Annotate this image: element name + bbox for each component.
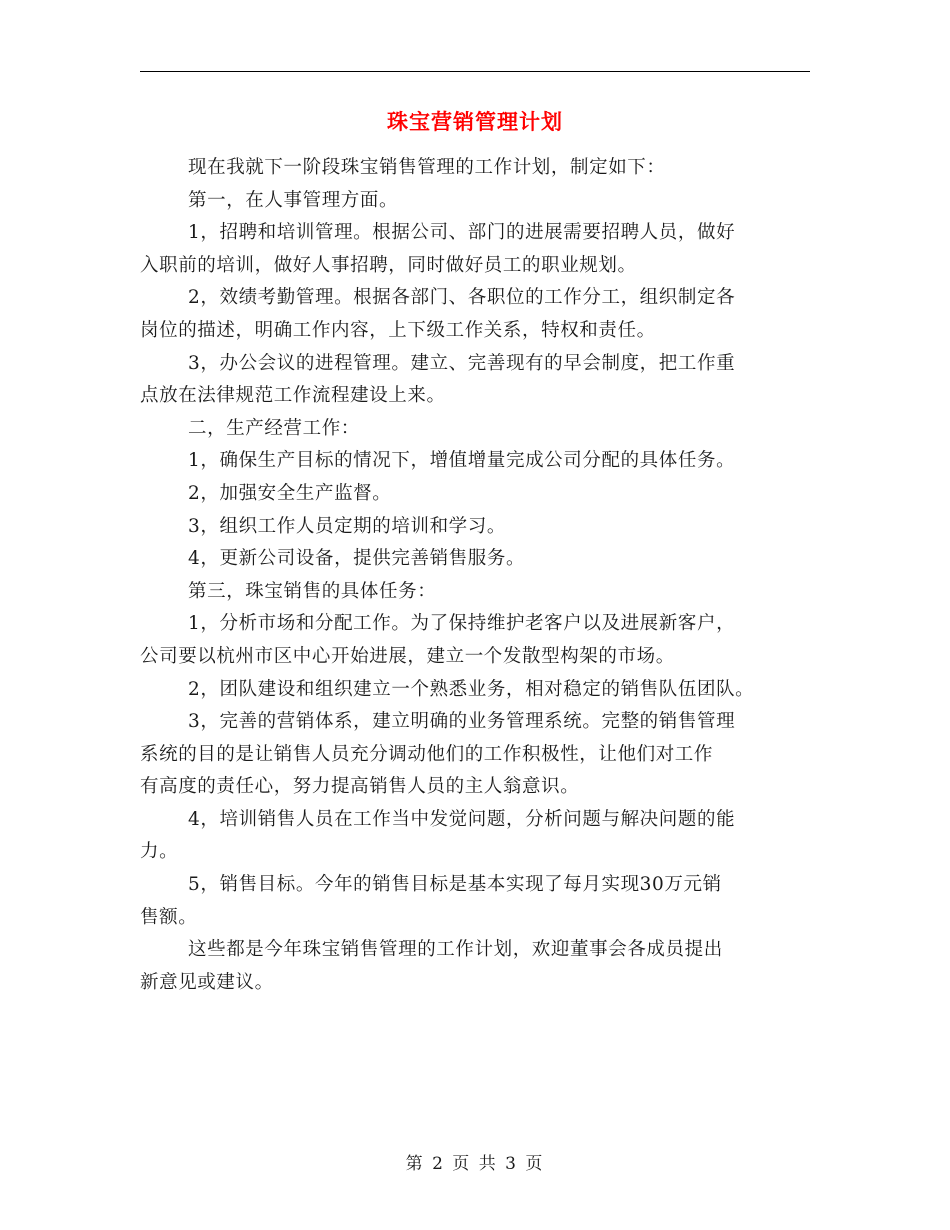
document-title: 珠宝营销管理计划: [387, 110, 563, 134]
paragraph-item: [140, 478, 810, 511]
text-line: 第三，珠宝销售的具体任务：: [188, 580, 437, 602]
paragraph-item: [140, 674, 810, 707]
paragraph-item: [140, 608, 810, 673]
text-line: 现在我就下一阶段珠宝销售管理的工作计划，制定如下：: [188, 157, 666, 178]
text-line: 这些都是今年珠宝销售管理的工作计划，欢迎董事会各成员提出: [188, 939, 723, 961]
text-line: 2，效绩考勤管理。根据各部门、各职位的工作分工，组织制定各: [188, 287, 736, 309]
paragraph-item: [140, 282, 810, 347]
text-line: 2，团队建设和组织建立一个熟悉业务，相对稳定的销售队伍团队。: [188, 678, 755, 700]
text-line: 4，更新公司设备，提供完善销售服务。: [188, 548, 526, 570]
paragraph-item: [140, 869, 810, 934]
paragraph-item: [140, 804, 810, 869]
paragraph-item: [140, 445, 810, 478]
paragraph-item: [140, 511, 810, 544]
text-line: 第一，在人事管理方面。: [188, 189, 399, 211]
paragraph-section-1-heading: [140, 185, 810, 218]
document-body: [140, 152, 810, 999]
text-line: 1，确保生产目标的情况下，增值增量完成公司分配的具体任务。: [188, 450, 736, 472]
text-line: 二，生产经营工作：: [188, 417, 360, 439]
paragraph-item: [140, 348, 810, 413]
paragraph-intro: [140, 152, 810, 185]
text-line: 3，完善的营销体系，建立明确的业务管理系统。完整的销售管理: [188, 711, 736, 733]
text-line: 2，加强安全生产监督。: [188, 482, 392, 504]
text-line: 力。: [140, 841, 179, 863]
paragraph-section-3-heading: [140, 576, 810, 609]
text-line: 1，分析市场和分配工作。为了保持维护老客户以及进展新客户，: [188, 613, 736, 635]
text-line: 4，培训销售人员在工作当中发觉问题，分析问题与解决问题的能: [188, 808, 736, 830]
text-line: 有高度的责任心，努力提高销售人员的主人翁意识。: [140, 776, 580, 798]
text-line: 3，组织工作人员定期的培训和学习。: [188, 515, 506, 537]
paragraph-section-2-heading: [140, 413, 810, 446]
text-line: 新意见或建议。: [140, 971, 274, 993]
paragraph-item: [140, 706, 810, 804]
paragraph-item: [140, 217, 810, 282]
page-number-footer: 第 2 页 共 3 页: [405, 1154, 545, 1174]
text-line: 1，招聘和培训管理。根据公司、部门的进展需要招聘人员，做好: [188, 222, 736, 244]
text-line: 点放在法律规范工作流程建设上来。: [140, 385, 446, 407]
text-line: 公司要以杭州市区中心开始进展，建立一个发散型构架的市场。: [140, 645, 675, 667]
text-line: 5，销售目标。今年的销售目标是基本实现了每月实现30万元销: [188, 874, 722, 896]
text-line: 岗位的描述，明确工作内容，上下级工作关系，特权和责任。: [140, 319, 656, 341]
text-line: 入职前的培训，做好人事招聘，同时做好员工的职业规划。: [140, 254, 637, 276]
text-line: 系统的目的是让销售人员充分调动他们的工作积极性，让他们对工作: [140, 743, 714, 765]
paragraph-item: [140, 543, 810, 576]
header-rule: [140, 71, 810, 72]
paragraph-closing: [140, 934, 810, 999]
text-line: 3，办公会议的进程管理。建立、完善现有的早会制度，把工作重: [188, 352, 736, 374]
text-line: 售额。: [140, 906, 198, 928]
